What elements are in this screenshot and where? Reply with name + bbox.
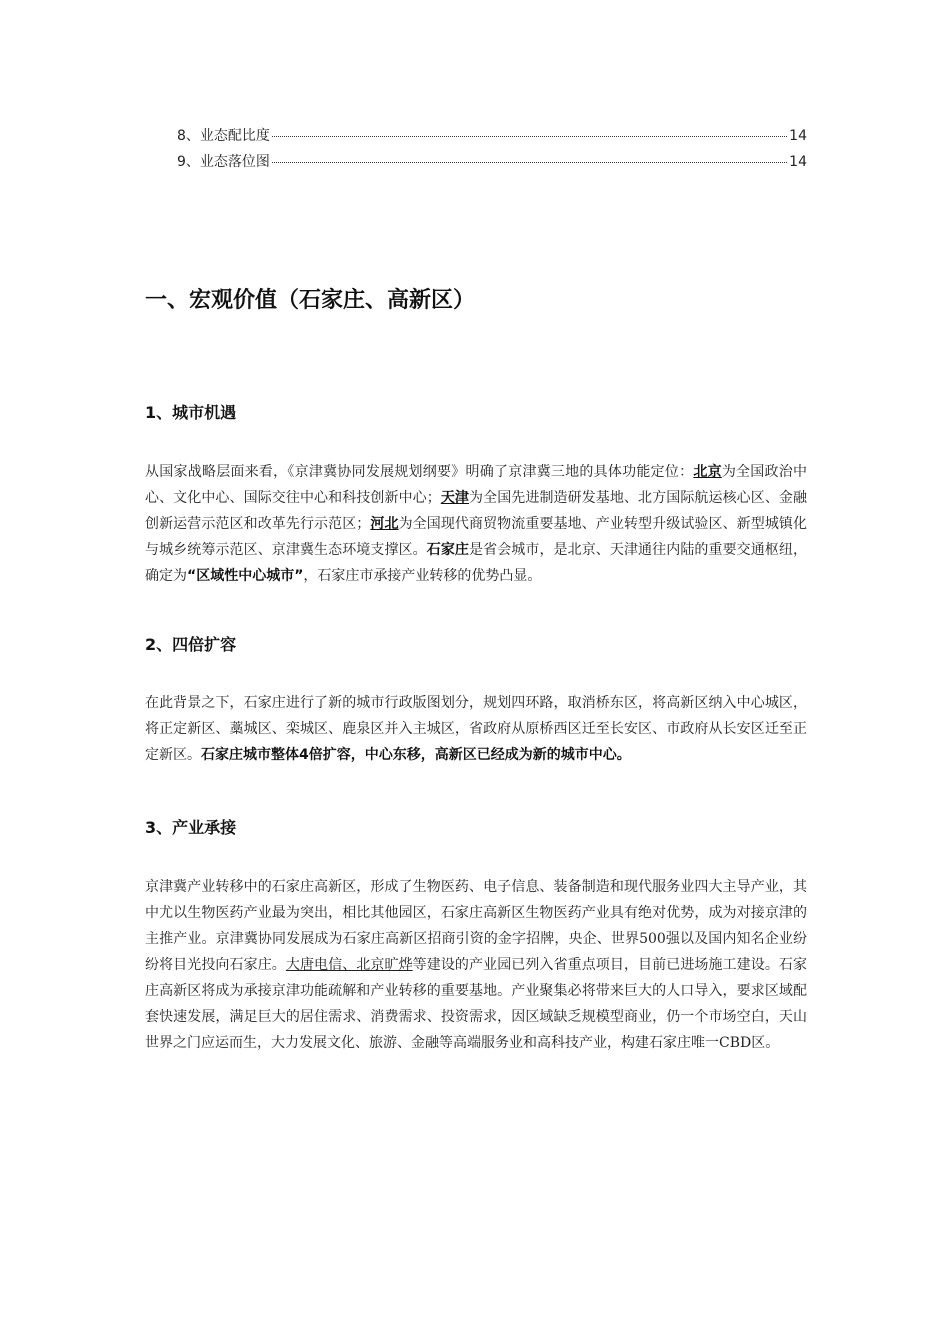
- toc-leader-dots: [272, 136, 787, 137]
- toc-entry-page: 14: [789, 128, 807, 144]
- paragraph-city-opportunity: [145, 459, 807, 589]
- toc-entry-label: 8、业态配比度: [177, 128, 270, 144]
- toc-entry-label: 9、业态落位图: [177, 154, 270, 170]
- text-span: 从国家战略层面来看，《京津冀协同发展规划纲要》明确了京津冀三地的具体功能定位：: [145, 464, 694, 480]
- text-span: ，石家庄市承接产业转移的优势凸显。: [303, 568, 542, 584]
- table-of-contents: [177, 125, 807, 177]
- highlight-text: 石家庄城市整体4倍扩容，中心东移，高新区已经成为新的城市中心。: [201, 747, 631, 763]
- text-span: 为全国政治中心、文化中心、国际交往中心和科技创新中心；: [145, 464, 808, 506]
- toc-entry[interactable]: [177, 125, 807, 151]
- section-heading: 一、宏观价值（石家庄、高新区）: [145, 288, 476, 313]
- paragraph-industry: [145, 874, 807, 1056]
- text-span: 为全国先进制造研发基地、北方国际航运核心区、金融创新运营示范区和改革先行示范区；: [145, 490, 808, 532]
- text-span: 等建设的产业园已列入省重点项目，目前已进场施工建设。石家庄高新区将成为承接京津功能疏解和产业转移的重要基地。产业聚集必将带来巨大的人口导入，要求区域配套快速发展，满足巨大的居住需求、消费需求、投资需求，因区域缺乏规模型商业，仍一个市场空白，天山世界之门应运而生，大力发展文化、旅游、金融等高端服务业和高科技产业，构建石家庄唯一CBD区。: [145, 957, 808, 1051]
- text-span: 在此背景之下，石家庄进行了新的城市行政版图划分，规划四环路，取消桥东区，将高新区纳入中心城区，将正定新区、藁城区、栾城区、鹿泉区并入主城区，省政府从原桥西区迁至长安区、市政府从长安区迁至正定新区。: [145, 695, 807, 763]
- toc-entry-page: 14: [789, 154, 807, 170]
- text-span: 是省会城市，是北京、天津通往内陆的重要交通枢纽，确定为: [145, 542, 808, 584]
- text-span: 京津冀产业转移中的石家庄高新区，形成了生物医药、电子信息、装备制造和现代服务业四大主导产业，其中尤以生物医药产业最为突出，相比其他园区，石家庄高新区生物医药产业具有绝对优势，成为对接京津的主推产业。京津冀协同发展成为石家庄高新区招商引资的金字招牌，央企、世界500强以及国内知名企业纷纷将目光投向石家庄。: [145, 879, 807, 973]
- toc-entry[interactable]: [177, 151, 807, 177]
- keyword-shijiazhuang: 石家庄: [426, 542, 470, 558]
- toc-leader-dots: [272, 162, 787, 163]
- keyword-hebei: 河北: [370, 516, 399, 532]
- keyword-regional-center: “区域性中心城市”: [187, 568, 304, 584]
- subheading-city-opportunity: 1、城市机遇: [145, 403, 237, 422]
- subheading-industry: 3、产业承接: [145, 818, 237, 837]
- subheading-expansion: 2、四倍扩容: [145, 635, 237, 654]
- paragraph-expansion: [145, 690, 807, 768]
- keyword-beijing: 北京: [693, 464, 722, 480]
- underlined-companies: 大唐电信、北京旷烨: [285, 957, 413, 973]
- text-span: 为全国现代商贸物流重要基地、产业转型升级试验区、新型城镇化与城乡统筹示范区、京津冀生态环境支撑区。: [145, 516, 808, 558]
- keyword-tianjin: 天津: [440, 490, 470, 506]
